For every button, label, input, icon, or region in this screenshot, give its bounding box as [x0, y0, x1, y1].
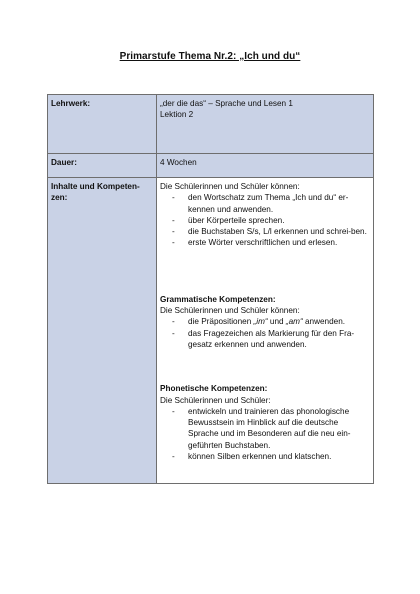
table-row-dauer — [48, 154, 374, 178]
competence-item: - über Körperteile sprechen. — [172, 215, 370, 226]
inhalte-label-line-1: Inhalte und Kompeten- — [51, 182, 140, 191]
grammar-heading: Grammatische Kompetenzen: — [160, 294, 276, 304]
grammar-item-text: anwenden. — [302, 317, 346, 327]
lehrwerk-label: Lehrwerk: — [48, 95, 157, 154]
competence-list — [160, 192, 370, 248]
lehrwerk-value — [157, 95, 374, 154]
grammar-item: - das Fragezeichen als Markierung für den Fra-gesatz erkennen und anwenden. — [172, 328, 370, 351]
preposition-im: „im“ — [253, 317, 268, 327]
phonetic-item: - entwickeln und trainieren das phonologische Bewusstsein im Hinblick auf die deutsche Sprache und im Besonderen auf die neu ein-geführten Buchstaben. — [172, 406, 370, 451]
spacer — [160, 249, 370, 294]
inhalte-label — [48, 178, 157, 484]
dauer-label: Dauer: — [48, 154, 157, 178]
lehrwerk-line-2: Lektion 2 — [160, 110, 194, 120]
phonetic-list — [160, 406, 370, 462]
lesson-plan-table — [47, 94, 374, 484]
preposition-am: „am“ — [285, 317, 303, 327]
grammar-item — [172, 316, 370, 327]
table-row-inhalte — [48, 178, 374, 484]
phonetic-intro: Die Schülerinnen und Schüler: — [160, 395, 271, 405]
grammar-intro: Die Schülerinnen und Schüler können: — [160, 306, 300, 316]
competence-intro: Die Schülerinnen und Schüler können: — [160, 182, 300, 191]
lehrwerk-line-1: „der die das“ – Sprache und Lesen 1 — [160, 99, 293, 108]
table-row-lehrwerk — [48, 95, 374, 154]
inhalte-value — [157, 178, 374, 484]
competence-item: - den Wortschatz zum Thema „Ich und du“ er-kennen und anwenden. — [172, 192, 370, 215]
competence-item: - erste Wörter verschriftlichen und erlesen. — [172, 237, 370, 248]
grammar-list — [160, 316, 370, 350]
page-title: Primarstufe Thema Nr.2: „Ich und du“ — [119, 51, 301, 62]
inhalte-label-line-2: zen: — [51, 193, 68, 203]
spacer — [160, 350, 370, 383]
phonetic-heading: Phonetische Kompetenzen: — [160, 384, 268, 394]
grammar-item-text: die Präpositionen — [188, 317, 254, 327]
phonetic-item: - können Silben erkennen und klatschen. — [172, 451, 370, 462]
grammar-item-text: und — [267, 317, 286, 327]
competence-item: - die Buchstaben S/s, L/l erkennen und schrei-ben. — [172, 226, 370, 237]
dauer-value: 4 Wochen — [157, 154, 374, 178]
